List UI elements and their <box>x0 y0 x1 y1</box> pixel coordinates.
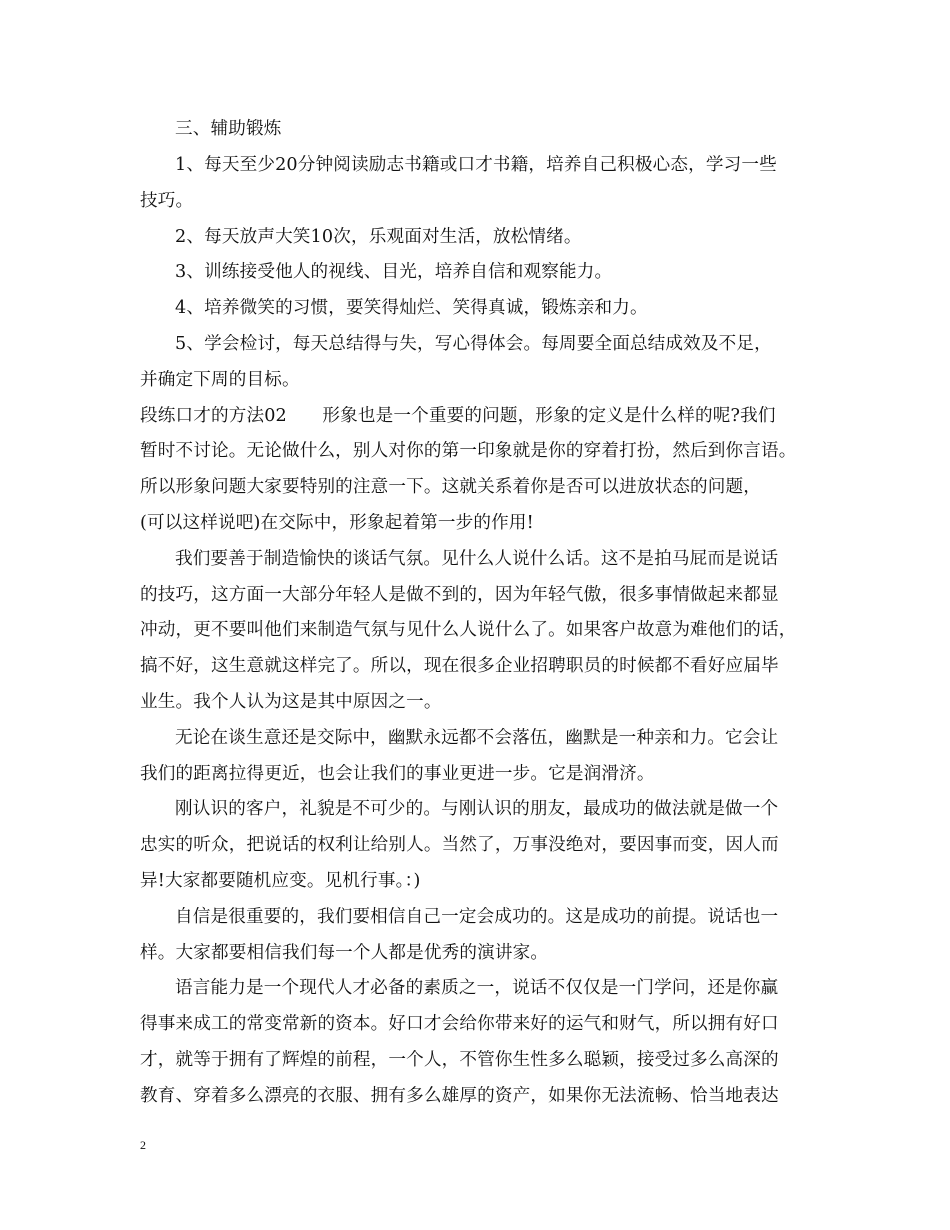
text-line: 的技巧，这方面一大部分年轻人是做不到的，因为年轻气傲，很多事情做起来都显 <box>140 585 779 605</box>
text-line: 技巧。 <box>140 191 194 211</box>
text-line: 搞不好，这生意就这样完了。所以，现在很多企业招聘职员的时候都不看好应届毕 <box>140 656 779 676</box>
text-line: 2、每天放声大笑10次，乐观面对生活，放松情绪。 <box>175 227 582 247</box>
text-line: 得事来成工的常变常新的资本。好口才会给你带来好的运气和财气，所以拥有好口 <box>140 1014 779 1034</box>
text-line: 异!大家都要随机应变。见机行事。：) <box>140 871 421 891</box>
text-line: 语言能力是一个现代人才必备的素质之一，说话不仅仅是一门学问，还是你赢 <box>175 978 779 998</box>
text-line: 忠实的听众，把说话的权利让给别人。当然了，万事没绝对，要因事而变，因人而 <box>140 835 779 855</box>
text-line: 1、每天至少20分钟阅读励志书籍或口才书籍，培养自己积极心态，学习一些 <box>175 155 777 175</box>
text-line: 5、学会检讨，每天总结得与失，写心得体会。每周要全面总结成效及不足， <box>175 334 772 354</box>
text-line: 我们的距离拉得更近，也会让我们的事业更进一步。它是润滑济。 <box>140 764 655 784</box>
text-line: 自信是很重要的，我们要相信自己一定会成功的。这是成功的前提。说话也一 <box>175 907 779 927</box>
text-line: 样。大家都要相信我们每一个人都是优秀的演讲家。 <box>140 943 549 963</box>
text-line: 所以形象问题大家要特别的注意一下。这就关系着你是否可以进放状态的问题， <box>140 477 762 497</box>
text-line: 4、培养微笑的习惯，要笑得灿烂、笑得真诚，锻炼亲和力。 <box>175 298 648 318</box>
text-line: 业生。我个人认为这是其中原因之一。 <box>140 692 442 712</box>
text-line: 段练口才的方法02 形象也是一个重要的问题，形象的定义是什么样的呢?我们 <box>140 406 776 426</box>
text-line: 刚认识的客户，礼貌是不可少的。与刚认识的朋友，最成功的做法就是做一个 <box>175 799 779 819</box>
text-line: 冲动，更不要叫他们来制造气氛与见什么人说什么了。如果客户故意为难他们的话， <box>140 620 797 640</box>
text-line: 暂时不讨论。无论做什么，别人对你的第一印象就是你的穿着打扮，然后到你言语。 <box>140 441 797 461</box>
text-line: 3、训练接受他人的视线、目光，培养自信和观察能力。 <box>175 262 613 282</box>
text-line: 我们要善于制造愉快的谈话气氛。见什么人说什么话。这不是拍马屁而是说话 <box>175 549 779 569</box>
text-line: 才，就等于拥有了辉煌的前程，一个人，不管你生性多么聪颖，接受过多么高深的 <box>140 1050 779 1070</box>
page-number: 2 <box>140 1138 146 1152</box>
section-heading: 三、辅助锻炼 <box>175 119 282 139</box>
text-line: 教育、穿着多么漂亮的衣服、拥有多么雄厚的资产，如果你无法流畅、恰当地表达 <box>140 1086 779 1106</box>
text-line: 无论在谈生意还是交际中，幽默永远都不会落伍，幽默是一种亲和力。它会让 <box>175 728 779 748</box>
text-line: 并确定下周的目标。 <box>140 370 300 390</box>
text-line: (可以这样说吧)在交际中，形象起着第一步的作用! <box>140 513 534 533</box>
